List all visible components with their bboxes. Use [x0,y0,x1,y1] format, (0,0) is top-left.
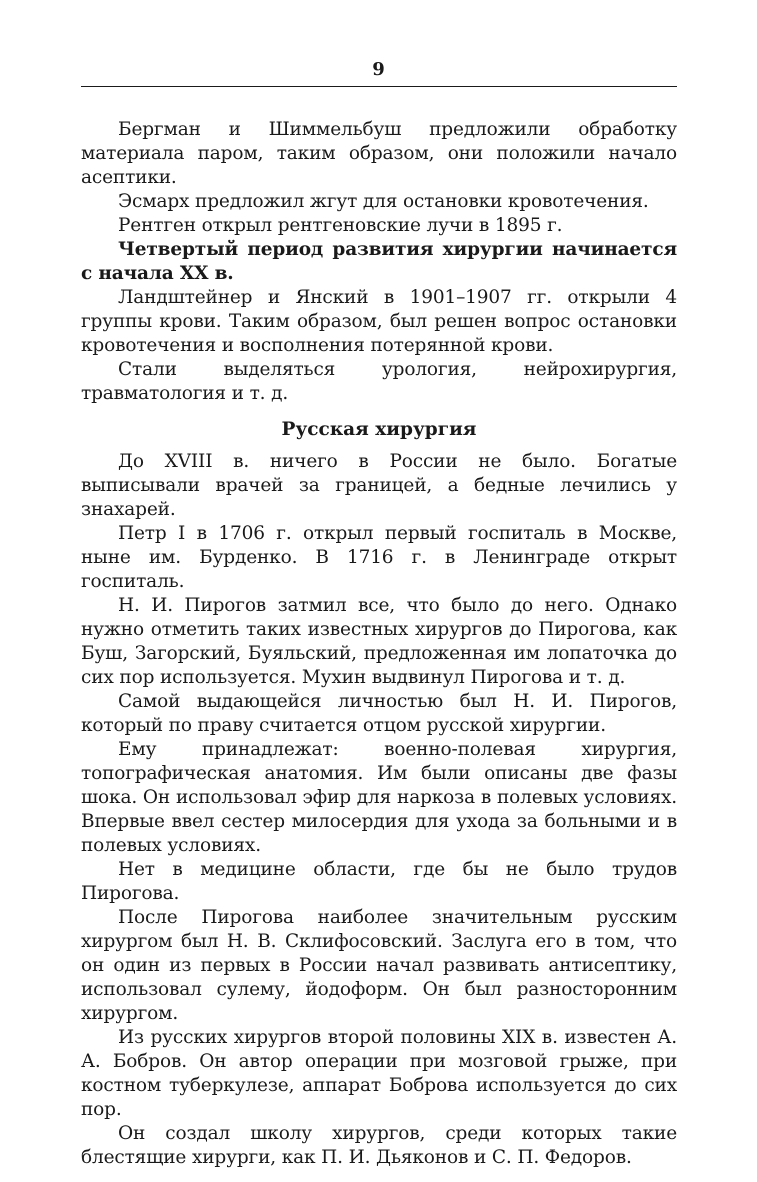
paragraph: Ландштейнер и Янский в 1901–1907 гг. открыли 4 группы крови. Таким образом, был решен вопрос остановки кровотечения и восполнения потерянной крови. [81,287,677,356]
paragraph: Эсмарх предложил жгут для остановки кровотечения. [118,191,649,212]
paragraph: Стали выделяться урология, нейрохирургия, травматология и т. д. [81,359,677,404]
body-text [81,118,677,1170]
page-number: 9 [372,59,385,80]
paragraph: Самой выдающейся личностью был Н. И. Пирогов, который по праву считается отцом русской хирургии. [81,691,677,736]
paragraph: До XVIII в. ничего в России не было. Богатые выписывали врачей за границей, а бедные лечились у знахарей. [81,451,677,520]
paragraph: Петр I в 1706 г. открыл первый госпиталь в Москве, ныне им. Бурденко. В 1716 г. в Ленинграде открыт госпиталь. [81,523,677,592]
paragraph: Ему принадлежат: военно-полевая хирургия, топографическая анатомия. Им были описаны две фазы шока. Он использовал эфир для наркоза в полевых условиях. Впервые ввел сестер милосердия для ухода за больными и в полевых условиях. [81,739,677,856]
paragraph: Нет в медицине области, где бы не было трудов Пирогова. [81,859,677,904]
header-rule [81,86,677,87]
paragraph: Рентген открыл рентгеновские лучи в 1895 г. [118,215,563,236]
paragraph: Он создал школу хирургов, среди которых такие блестящие хирурги, как П. И. Дьяконов и С. П. Федоров. [81,1123,677,1168]
paragraph: Из русских хирургов второй половины XIX в. известен А. А. Бобров. Он автор операции при мозговой грыже, при костном туберкулезе, аппарат Боброва используется до сих пор. [81,1027,677,1120]
paragraph: Н. И. Пирогов затмил все, что было до него. Однако нужно отметить таких известных хирургов до Пирогова, как Буш, Загорский, Буяльский, предложенная им лопаточка до сих пор используется. Мухин выдвинул Пирогова и т. д. [81,595,677,688]
section-title: Русская хирургия [281,419,477,440]
paragraph: После Пирогова наиболее значительным русским хирургом был Н. В. Склифосовский. Заслуга его в том, что он один из первых в России начал развивать антисептику, использовал сулему, йодоформ. Он был разносторонним хирургом. [81,907,677,1024]
paragraph: Бергман и Шиммельбуш предложили обработку материала паром, таким образом, они положили начало асептики. [81,119,677,188]
period-heading: Четвертый период развития хирургии начинается с начала XX в. [81,239,677,284]
